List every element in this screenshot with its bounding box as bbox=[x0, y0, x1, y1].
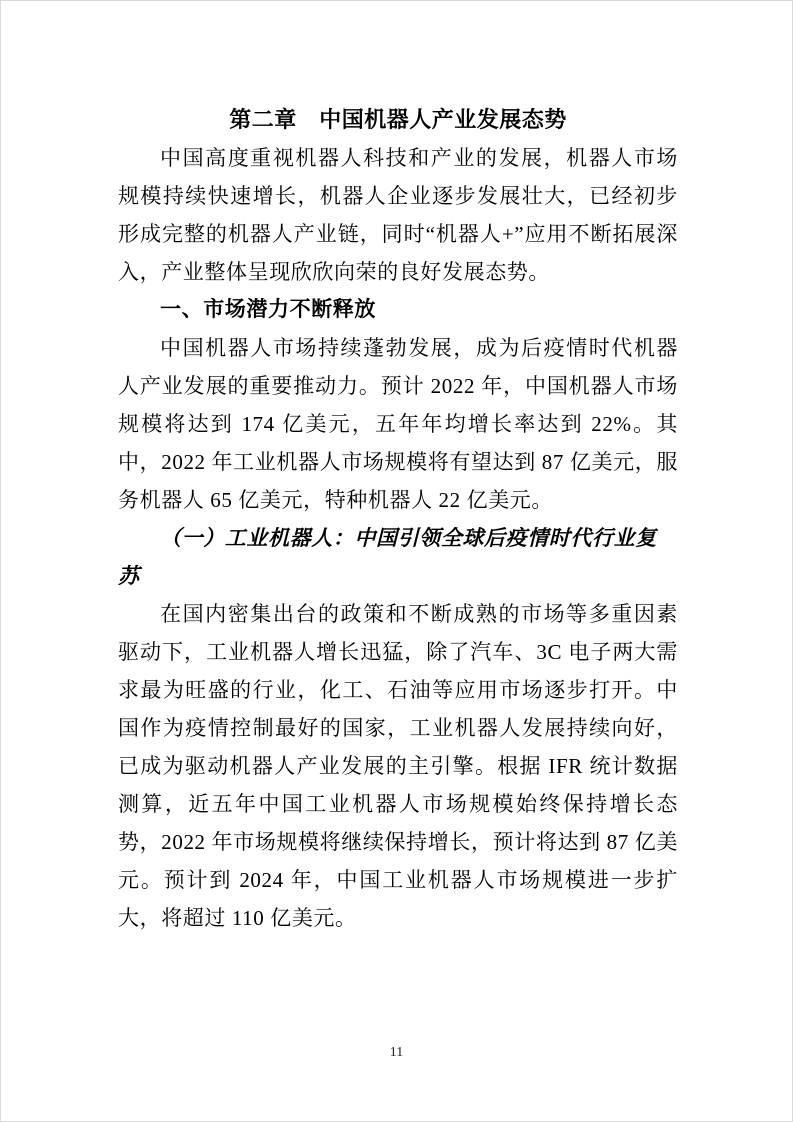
page-content bbox=[118, 101, 678, 937]
body-paragraph: 中国机器人市场持续蓬勃发展，成为后疫情时代机器人产业发展的重要推动力。预计 2022 年，中国机器人市场规模将达到 174 亿美元，五年年均增长率达到 22%。其中，2022 年工业机器人市场规模将有望达到 87 亿美元，服务机器人 65 亿美元，特种机器人 22 亿美元。 bbox=[118, 336, 678, 512]
section-heading: 一、市场潜力不断释放 bbox=[160, 298, 376, 321]
chapter-title: 第二章 中国机器人产业发展态势 bbox=[229, 107, 567, 132]
body-paragraph: 在国内密集出台的政策和不断成熟的市场等多重因素驱动下，工业机器人增长迅猛，除了汽车、3C 电子两大需求最为旺盛的行业，化工、石油等应用市场逐步打开。中国作为疫情控制最好的国家，工业机器人发展持续向好，已成为驱动机器人产业发展的主引擎。根据 IFR 统计数据测算，近五年中国工业机器人市场规模始终保持增长态势，2022 年市场规模将继续保持增长，预计将达到 87 亿美元。预计到 2024 年，中国工业机器人市场规模进一步扩大，将超过 110 亿美元。 bbox=[118, 602, 678, 930]
subsection-heading: （一）工业机器人：中国引领全球后疫情时代行业复苏 bbox=[118, 526, 657, 588]
page-number: 11 bbox=[389, 1045, 404, 1060]
body-paragraph: 中国高度重视机器人科技和产业的发展，机器人市场规模持续快速增长，机器人企业逐步发展壮大，已经初步形成完整的机器人产业链，同时“机器人+”应用不断拓展深入，产业整体呈现欣欣向荣的良好发展态势。 bbox=[118, 146, 678, 284]
